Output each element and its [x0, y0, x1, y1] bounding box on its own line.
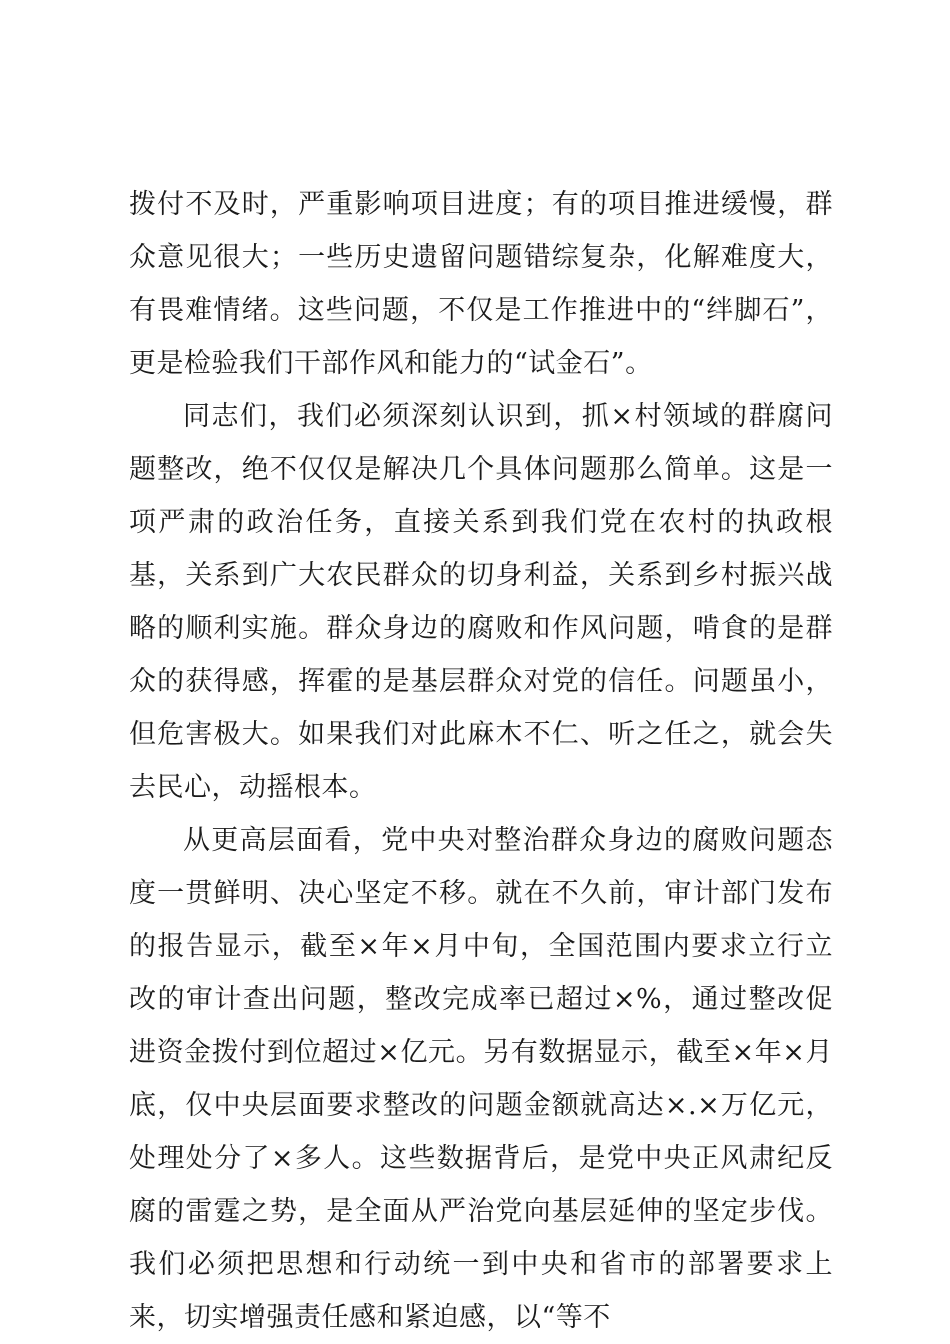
body-text [129, 178, 833, 1344]
paragraph-continuation: 拨付不及时，严重影响项目进度；有的项目推进缓慢，群众意见很大；一些历史遗留问题错综复杂，化解难度大，有畏难情绪。这些问题，不仅是工作推进中的“绊脚石”，更是检验我们干部作风和能力的“试金石”。 [129, 189, 833, 379]
paragraph-political-task: 同志们，我们必须深刻认识到，抓×村领域的群腐问题整改，绝不仅仅是解决几个具体问题那么简单。这是一项严肃的政治任务，直接关系到我们党在农村的执政根基，关系到广大农民群众的切身利益，关系到乡村振兴战略的顺利实施。群众身边的腐败和作风问题，啃食的是群众的获得感，挥霍的是基层群众对党的信任。问题虽小，但危害极大。如果我们对此麻木不仁、听之任之，就会失去民心，动摇根本。 [129, 401, 833, 803]
paragraph-central-policy: 从更高层面看，党中央对整治群众身边的腐败问题态度一贯鲜明、决心坚定不移。就在不久前，审计部门发布的报告显示，截至×年×月中旬，全国范围内要求立行立改的审计查出问题，整改完成率已超过×%，通过整改促进资金拨付到位超过×亿元。另有数据显示，截至×年×月底，仅中央层面要求整改的问题金额就高达×.×万亿元，处理处分了×多人。这些数据背后，是党中央正风肃纪反腐的雷霆之势，是全面从严治党向基层延伸的坚定步伐。我们必须把思想和行动统一到中央和省市的部署要求上来，切实增强责任感和紧迫感，以“等不 [129, 825, 833, 1333]
